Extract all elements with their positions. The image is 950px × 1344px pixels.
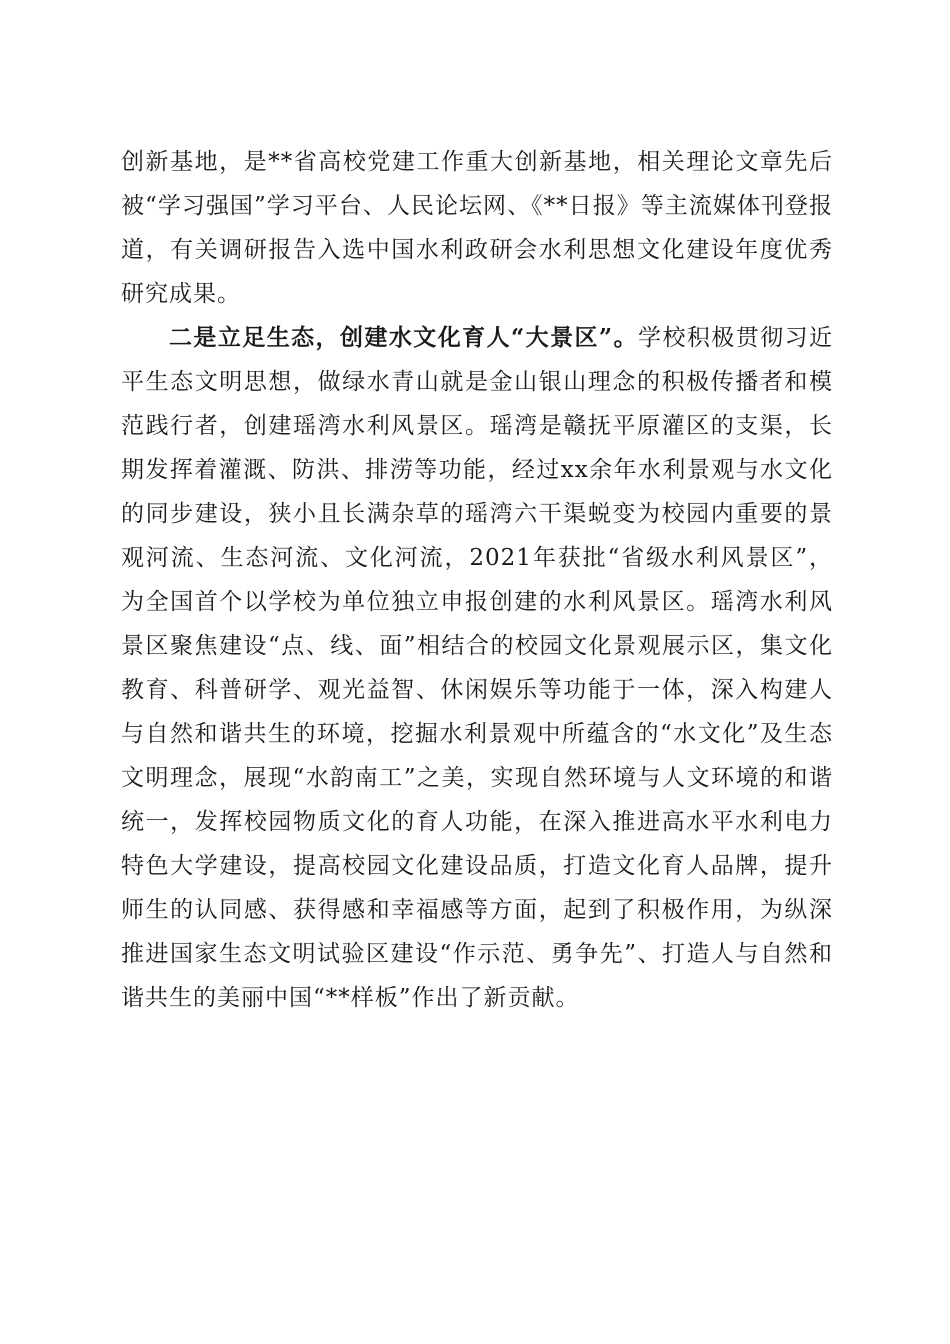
paragraph-1-text: 创新基地，是**省高校党建工作重大创新基地，相关理论文章先后被“学习强国”学习平台、人民论坛网、《**日报》等主流媒体刊登报道，有关调研报告入选中国水利政研会水利思想文化建设年度优秀研究成果。 xyxy=(121,149,833,307)
paragraph-2-text: 学校积极贯彻习近平生态文明思想，做绿水青山就是金山银山理念的积极传播者和模范践行者，创建瑶湾水利风景区。瑶湾是赣抚平原灌区的支渠，长期发挥着灌溉、防洪、排涝等功能，经过xx余年水利景观与水文化的同步建设，狭小且长满杂草的瑶湾六干渠蜕变为校园内重要的景观河流、生态河流、文化河流，2021年获批“省级水利风景区”，为全国首个以学校为单位独立申报创建的水利风景区。瑶湾水利风景区聚焦建设“点、线、面”相结合的校园文化景观展示区，集文化教育、科普研学、观光益智、休闲娱乐等功能于一体，深入构建人与自然和谐共生的环境，挖掘水利景观中所蕴含的“水文化”及生态文明理念，展现“水韵南工”之美，实现自然环境与人文环境的和谐统一，发挥校园物质文化的育人功能，在深入推进高水平水利电力特色大学建设，提高校园文化建设品质，打造文化育人品牌，提升师生的认同感、获得感和幸福感等方面，起到了积极作用，为纵深推进国家生态文明试验区建设“作示范、勇争先”、打造人与自然和谐共生的美丽中国“**样板”作出了新贡献。 xyxy=(121,325,834,1011)
paragraph-continuation xyxy=(121,140,833,316)
paragraph-ecology xyxy=(121,316,833,1020)
paragraph-2-lead: 二是立足生态，创建水文化育人“大景区”。 xyxy=(169,324,639,351)
document-body xyxy=(121,140,833,1020)
